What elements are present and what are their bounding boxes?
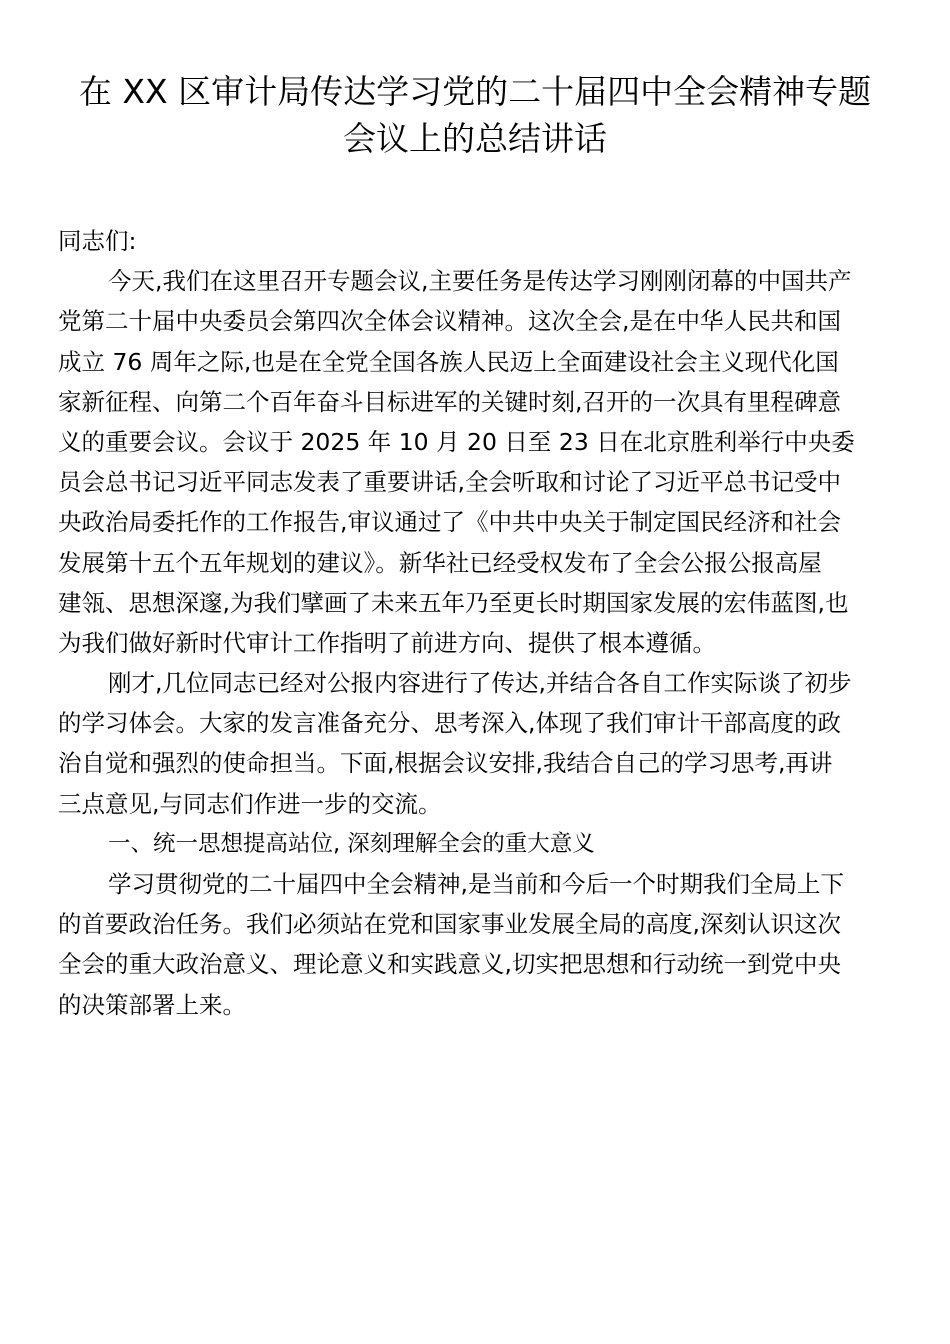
paragraph-line: 全会的重大政治意义、理论意义和实践意义,切实把思想和行动统一到党中央 [58,950,841,979]
paragraph-line: 今天,我们在这里召开专题会议,主要任务是传达学习刚刚闭幕的中国共产 [108,267,852,296]
paragraph-line: 刚才,几位同志已经对公报内容进行了传达,并结合各自工作实际谈了初步 [108,669,852,698]
paragraph-line: 学习贯彻党的二十届四中全会精神,是当前和今后一个时期我们全局上下 [108,870,844,898]
paragraph-line: 为我们做好新时代审计工作指明了前进方向、提供了根本遵循。 [58,628,716,657]
document-body [58,221,898,1025]
title-line-1: 在 XX 区审计局传达学习党的二十届四中全会精神专题 [78,72,872,111]
paragraph-line: 建瓴、思想深邃,为我们擘画了未来五年乃至更长时期国家发展的宏伟蓝图,也 [58,588,849,617]
paragraph-line: 党第二十届中央委员会第四次全体会议精神。这次全会,是在中华人民共和国 [58,307,841,336]
paragraph-line: 员会总书记习近平同志发表了重要讲话,全会听取和讨论了习近平总书记受中 [58,468,841,497]
paragraph-line: 家新征程、向第二个百年奋斗目标进军的关键时刻,召开的一次具有里程碑意 [58,387,841,416]
paragraph-line: 的学习体会。大家的发言准备充分、思考深入,体现了我们审计干部高度的政 [58,709,841,738]
paragraph-line: 义的重要会议。会议于 2025 年 10 月 20 日至 23 日在北京胜利举行中央委 [58,427,855,456]
paragraph-1 [58,261,898,663]
paragraph-2 [58,663,898,824]
paragraph-line: 三点意见,与同志们作进一步的交流。 [58,789,442,818]
paragraph-line: 成立 76 周年之际,也是在全党全国各族人民迈上全面建设社会主义现代化国 [58,347,839,376]
paragraph-line: 发展第十五个五年规划的建议》。新华社已经受权发布了全会公报公报高屋 [58,548,822,577]
document-title [40,68,910,162]
section-heading-1: 一、统一思想提高站位, 深刻理解全会的重大意义 [108,830,595,857]
paragraph-3 [58,864,898,1025]
paragraph-line: 央政治局委托作的工作报告,审议通过了《中共中央关于制定国民经济和社会 [58,508,841,537]
paragraph-line: 的决策部署上来。 [58,990,246,1019]
title-line-2: 会议上的总结讲话 [343,119,607,158]
salutation: 同志们: [58,227,137,255]
paragraph-line: 的首要政治任务。我们必须站在党和国家事业发展全局的高度,深刻认识这次 [58,910,841,939]
paragraph-line: 治自觉和强烈的使命担当。下面,根据会议安排,我结合自己的学习思考,再讲 [58,749,833,778]
